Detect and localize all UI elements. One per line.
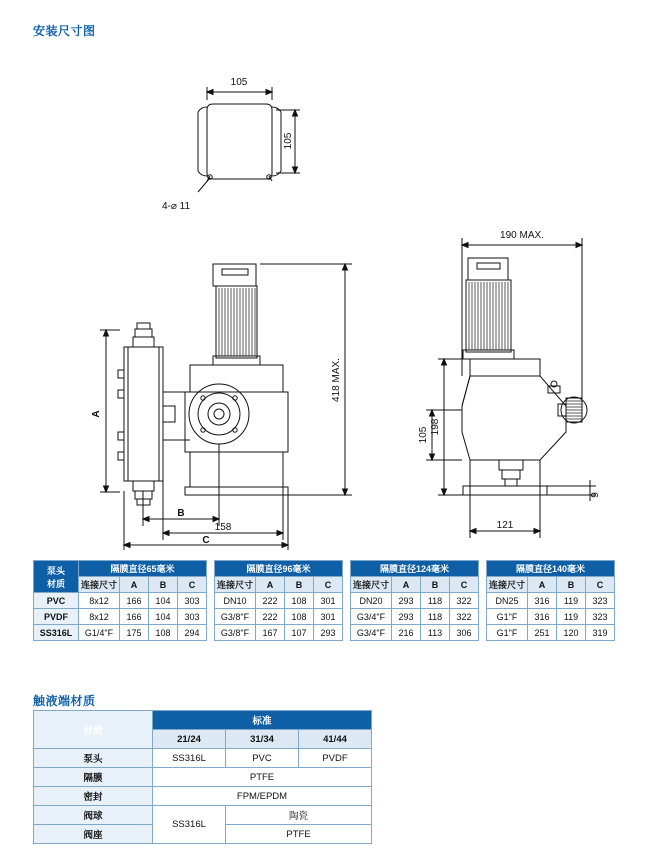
dim-190-max: 190 MAX. xyxy=(500,230,544,241)
sub-c-3: C xyxy=(586,577,615,593)
sub-c-2: C xyxy=(450,577,479,593)
spacer xyxy=(343,561,351,641)
wetted-row-0-c1: PVC xyxy=(226,749,299,768)
g0-r0-b: 104 xyxy=(149,593,178,609)
g3-r1-c: 323 xyxy=(586,609,615,625)
g2-r1-a: 293 xyxy=(392,609,421,625)
sub-conn-3: 连接尺寸 xyxy=(487,577,528,593)
dim-top-depth-105: 105 xyxy=(283,132,294,150)
g3-r2-c: 319 xyxy=(586,625,615,641)
sub-c-0: C xyxy=(178,577,207,593)
g2-r0-conn: DN20 xyxy=(351,593,392,609)
sub-conn-1: 连接尺寸 xyxy=(215,577,256,593)
sub-b-3: B xyxy=(557,577,586,593)
wetted-row-3-c1: 陶瓷 xyxy=(226,806,372,825)
wetted-row-3-name: 阀球 xyxy=(34,806,153,825)
dim-121: 121 xyxy=(496,520,514,531)
sub-c-1: C xyxy=(314,577,343,593)
g3-r2-a: 251 xyxy=(528,625,557,641)
wetted-row-0-name: 泵头 xyxy=(34,749,153,768)
g0-r2-a: 175 xyxy=(120,625,149,641)
g1-r2-a: 167 xyxy=(256,625,285,641)
g0-r2-b: 108 xyxy=(149,625,178,641)
dim-hole-label: 4-⌀ 11 xyxy=(161,201,191,212)
wetted-row-0-c2: PVDF xyxy=(299,749,372,768)
sub-b-1: B xyxy=(285,577,314,593)
table-row xyxy=(34,749,372,768)
g2-r1-b: 118 xyxy=(421,609,450,625)
g1-r1-b: 108 xyxy=(285,609,314,625)
g1-r0-a: 222 xyxy=(256,593,285,609)
dim-198: 198 xyxy=(430,418,441,436)
dim-158: 158 xyxy=(214,522,232,533)
wetted-standard-header: 标准 xyxy=(153,711,372,730)
wetted-row-0-c0: SS316L xyxy=(153,749,226,768)
dim-table-corner-line2: 材质 xyxy=(46,578,65,589)
section-title-install: 安装尺寸图 xyxy=(33,24,96,38)
g3-r1-conn: G1"F xyxy=(487,609,528,625)
g0-r2-conn: G1/4"F xyxy=(79,625,120,641)
g2-r1-c: 322 xyxy=(450,609,479,625)
dim-top-105: 105 xyxy=(230,77,248,88)
g2-r2-c: 306 xyxy=(450,625,479,641)
g0-r0-a: 166 xyxy=(120,593,149,609)
g1-r2-conn: G3/8"F xyxy=(215,625,256,641)
dimension-table xyxy=(33,560,615,641)
g2-r2-b: 113 xyxy=(421,625,450,641)
g1-r1-c: 301 xyxy=(314,609,343,625)
g3-r0-b: 119 xyxy=(557,593,586,609)
sub-a-0: A xyxy=(120,577,149,593)
dim-table-corner-line1: 泵头 xyxy=(46,565,65,576)
wetted-row-4-c0: PTFE xyxy=(226,825,372,844)
wetted-row-4-name: 阀座 xyxy=(34,825,153,844)
g2-r1-conn: G3/4"F xyxy=(351,609,392,625)
table-row xyxy=(34,787,372,806)
wetted-row-1-c0: PTFE xyxy=(153,768,372,787)
table-row xyxy=(34,609,615,625)
g2-r0-b: 118 xyxy=(421,593,450,609)
g2-r0-c: 322 xyxy=(450,593,479,609)
g1-r0-c: 301 xyxy=(314,593,343,609)
group-title-2: 隔膜直径124毫米 xyxy=(351,561,479,577)
group-title-0: 隔膜直径65毫米 xyxy=(79,561,207,577)
dim-105-side: 105 xyxy=(418,426,429,444)
g2-r2-conn: G3/4"F xyxy=(351,625,392,641)
g1-r0-b: 108 xyxy=(285,593,314,609)
g0-r0-c: 303 xyxy=(178,593,207,609)
g1-r2-b: 107 xyxy=(285,625,314,641)
wetted-code-2: 41/44 xyxy=(299,730,372,749)
material-pvc: PVC xyxy=(34,593,79,609)
technical-drawing xyxy=(0,40,668,550)
table-row xyxy=(34,806,372,825)
group-title-1: 隔膜直径96毫米 xyxy=(215,561,343,577)
sub-a-3: A xyxy=(528,577,557,593)
wetted-row-2-name: 密封 xyxy=(34,787,153,806)
wetted-row-2-c0: FPM/EPDM xyxy=(153,787,372,806)
material-pvdf: PVDF xyxy=(34,609,79,625)
section-title-wetted: 触液端材质 xyxy=(33,694,96,708)
g0-r1-b: 104 xyxy=(149,609,178,625)
dim-418-max: 418 MAX. xyxy=(331,358,342,402)
dim-b: B xyxy=(177,508,185,519)
g1-r2-c: 293 xyxy=(314,625,343,641)
table-row xyxy=(34,768,372,787)
spacer xyxy=(479,561,487,641)
g3-r0-conn: DN25 xyxy=(487,593,528,609)
wetted-code-0: 21/24 xyxy=(153,730,226,749)
g0-r2-c: 294 xyxy=(178,625,207,641)
sub-b-0: B xyxy=(149,577,178,593)
sub-a-2: A xyxy=(392,577,421,593)
dim-a: A xyxy=(91,410,102,418)
wetted-col-material: 材质 xyxy=(34,711,153,749)
g0-r1-c: 303 xyxy=(178,609,207,625)
g3-r0-c: 323 xyxy=(586,593,615,609)
table-row xyxy=(34,625,615,641)
sub-b-2: B xyxy=(421,577,450,593)
wetted-code-1: 31/34 xyxy=(226,730,299,749)
sub-conn-2: 连接尺寸 xyxy=(351,577,392,593)
dim-9: 9 xyxy=(590,492,601,498)
spacer xyxy=(207,561,215,641)
dim-c: C xyxy=(202,535,210,546)
g0-r1-conn: 8x12 xyxy=(79,609,120,625)
wetted-row-3-c0: SS316L xyxy=(153,806,226,844)
g3-r1-b: 119 xyxy=(557,609,586,625)
g3-r2-conn: G1"F xyxy=(487,625,528,641)
g0-r1-a: 166 xyxy=(120,609,149,625)
wetted-row-1-name: 隔膜 xyxy=(34,768,153,787)
g0-r0-conn: 8x12 xyxy=(79,593,120,609)
material-ss316l: SS316L xyxy=(34,625,79,641)
sub-conn-0: 连接尺寸 xyxy=(79,577,120,593)
g1-r1-conn: G3/8"F xyxy=(215,609,256,625)
dim-table-corner xyxy=(34,561,79,593)
g1-r0-conn: DN10 xyxy=(215,593,256,609)
g1-r1-a: 222 xyxy=(256,609,285,625)
wetted-material-table xyxy=(33,710,372,844)
group-title-3: 隔膜直径140毫米 xyxy=(487,561,615,577)
g2-r0-a: 293 xyxy=(392,593,421,609)
g2-r2-a: 216 xyxy=(392,625,421,641)
g3-r1-a: 316 xyxy=(528,609,557,625)
g3-r0-a: 316 xyxy=(528,593,557,609)
sub-a-1: A xyxy=(256,577,285,593)
g3-r2-b: 120 xyxy=(557,625,586,641)
table-row xyxy=(34,593,615,609)
